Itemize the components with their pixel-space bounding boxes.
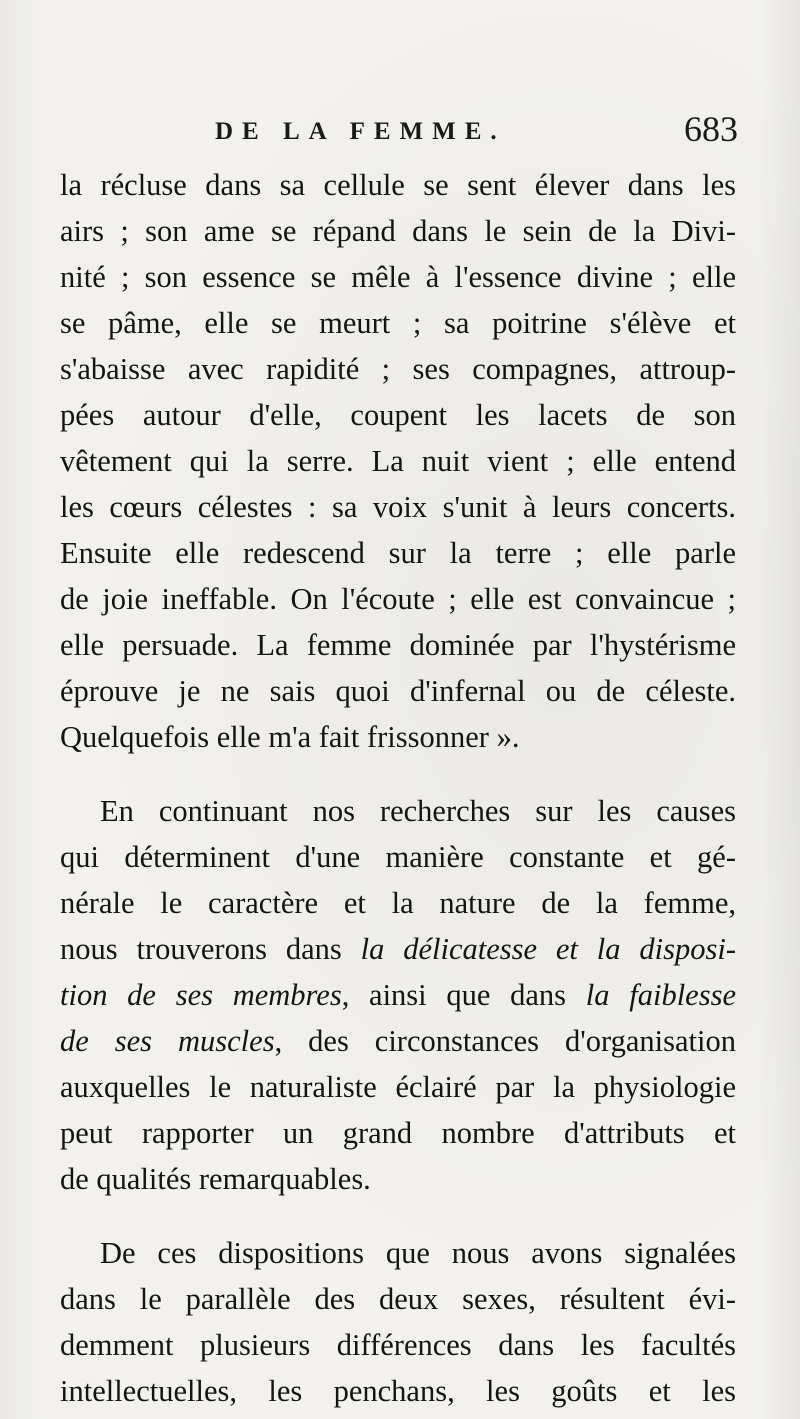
- italic-phrase: de ses muscles: [60, 1024, 275, 1058]
- text-line: Quelquefois elle m'a fait frissonner ».: [60, 720, 520, 754]
- text-line: auxquelles le naturaliste éclairé par la physiologie: [60, 1070, 736, 1104]
- text-line: elle persuade. La femme dominée par l'hystérisme: [60, 628, 736, 662]
- text-line: s'abaisse avec rapidité ; ses compagnes, attroup-: [60, 352, 736, 386]
- text-line: nérale le caractère et la nature de la femme,: [60, 886, 736, 920]
- text-line: éprouve je ne sais quoi d'infernal ou de céleste.: [60, 674, 736, 708]
- body-text: [60, 162, 736, 1414]
- text-run: , ainsi que dans: [341, 978, 586, 1012]
- italic-phrase: la délicatesse et la disposi-: [360, 932, 736, 966]
- text-line: intellectuelles, les penchans, les goûts et les: [60, 1374, 736, 1408]
- text-line: airs ; son ame se répand dans le sein de la Divi-: [60, 214, 736, 248]
- text-line: [60, 972, 736, 1018]
- text-line: pées autour d'elle, coupent les lacets de son: [60, 398, 736, 432]
- page-number: 683: [684, 109, 738, 149]
- text-line: la récluse dans sa cellule se sent élever dans les: [60, 168, 736, 202]
- text-line: En continuant nos recherches sur les causes: [100, 794, 736, 828]
- paragraph-1: [60, 162, 736, 760]
- paragraph-2: [60, 788, 736, 1202]
- italic-phrase: la faiblesse: [585, 978, 736, 1012]
- text-run: , des circonstances d'organisation: [274, 1024, 736, 1058]
- text-line: se pâme, elle se meurt ; sa poitrine s'élève et: [60, 306, 736, 340]
- text-line: [60, 926, 736, 972]
- text-line: De ces dispositions que nous avons signalées: [100, 1236, 736, 1270]
- text-line: vêtement qui la serre. La nuit vient ; elle entend: [60, 444, 736, 478]
- text-line: qui déterminent d'une manière constante et gé-: [60, 840, 736, 874]
- paragraph-3: [60, 1230, 736, 1414]
- text-line: demment plusieurs différences dans les facultés: [60, 1328, 736, 1362]
- text-run: nous trouverons dans: [60, 932, 361, 966]
- paragraph-gap: [60, 1202, 736, 1230]
- italic-phrase: tion de ses membres: [60, 978, 342, 1012]
- running-head: [60, 108, 738, 154]
- paragraph-gap: [60, 760, 736, 788]
- text-line: les cœurs célestes : sa voix s'unit à leurs concerts.: [60, 490, 736, 524]
- text-line: de joie ineffable. On l'écoute ; elle est convaincue ;: [60, 582, 736, 616]
- running-title: DE LA FEMME.: [215, 118, 506, 145]
- text-line: peut rapporter un grand nombre d'attributs et: [60, 1116, 736, 1150]
- text-line: de qualités remarquables.: [60, 1162, 371, 1196]
- text-line: [60, 1018, 736, 1064]
- text-line: Ensuite elle redescend sur la terre ; elle parle: [60, 536, 736, 570]
- text-line: nité ; son essence se mêle à l'essence divine ; elle: [60, 260, 736, 294]
- text-line: dans le parallèle des deux sexes, résultent évi-: [60, 1282, 736, 1316]
